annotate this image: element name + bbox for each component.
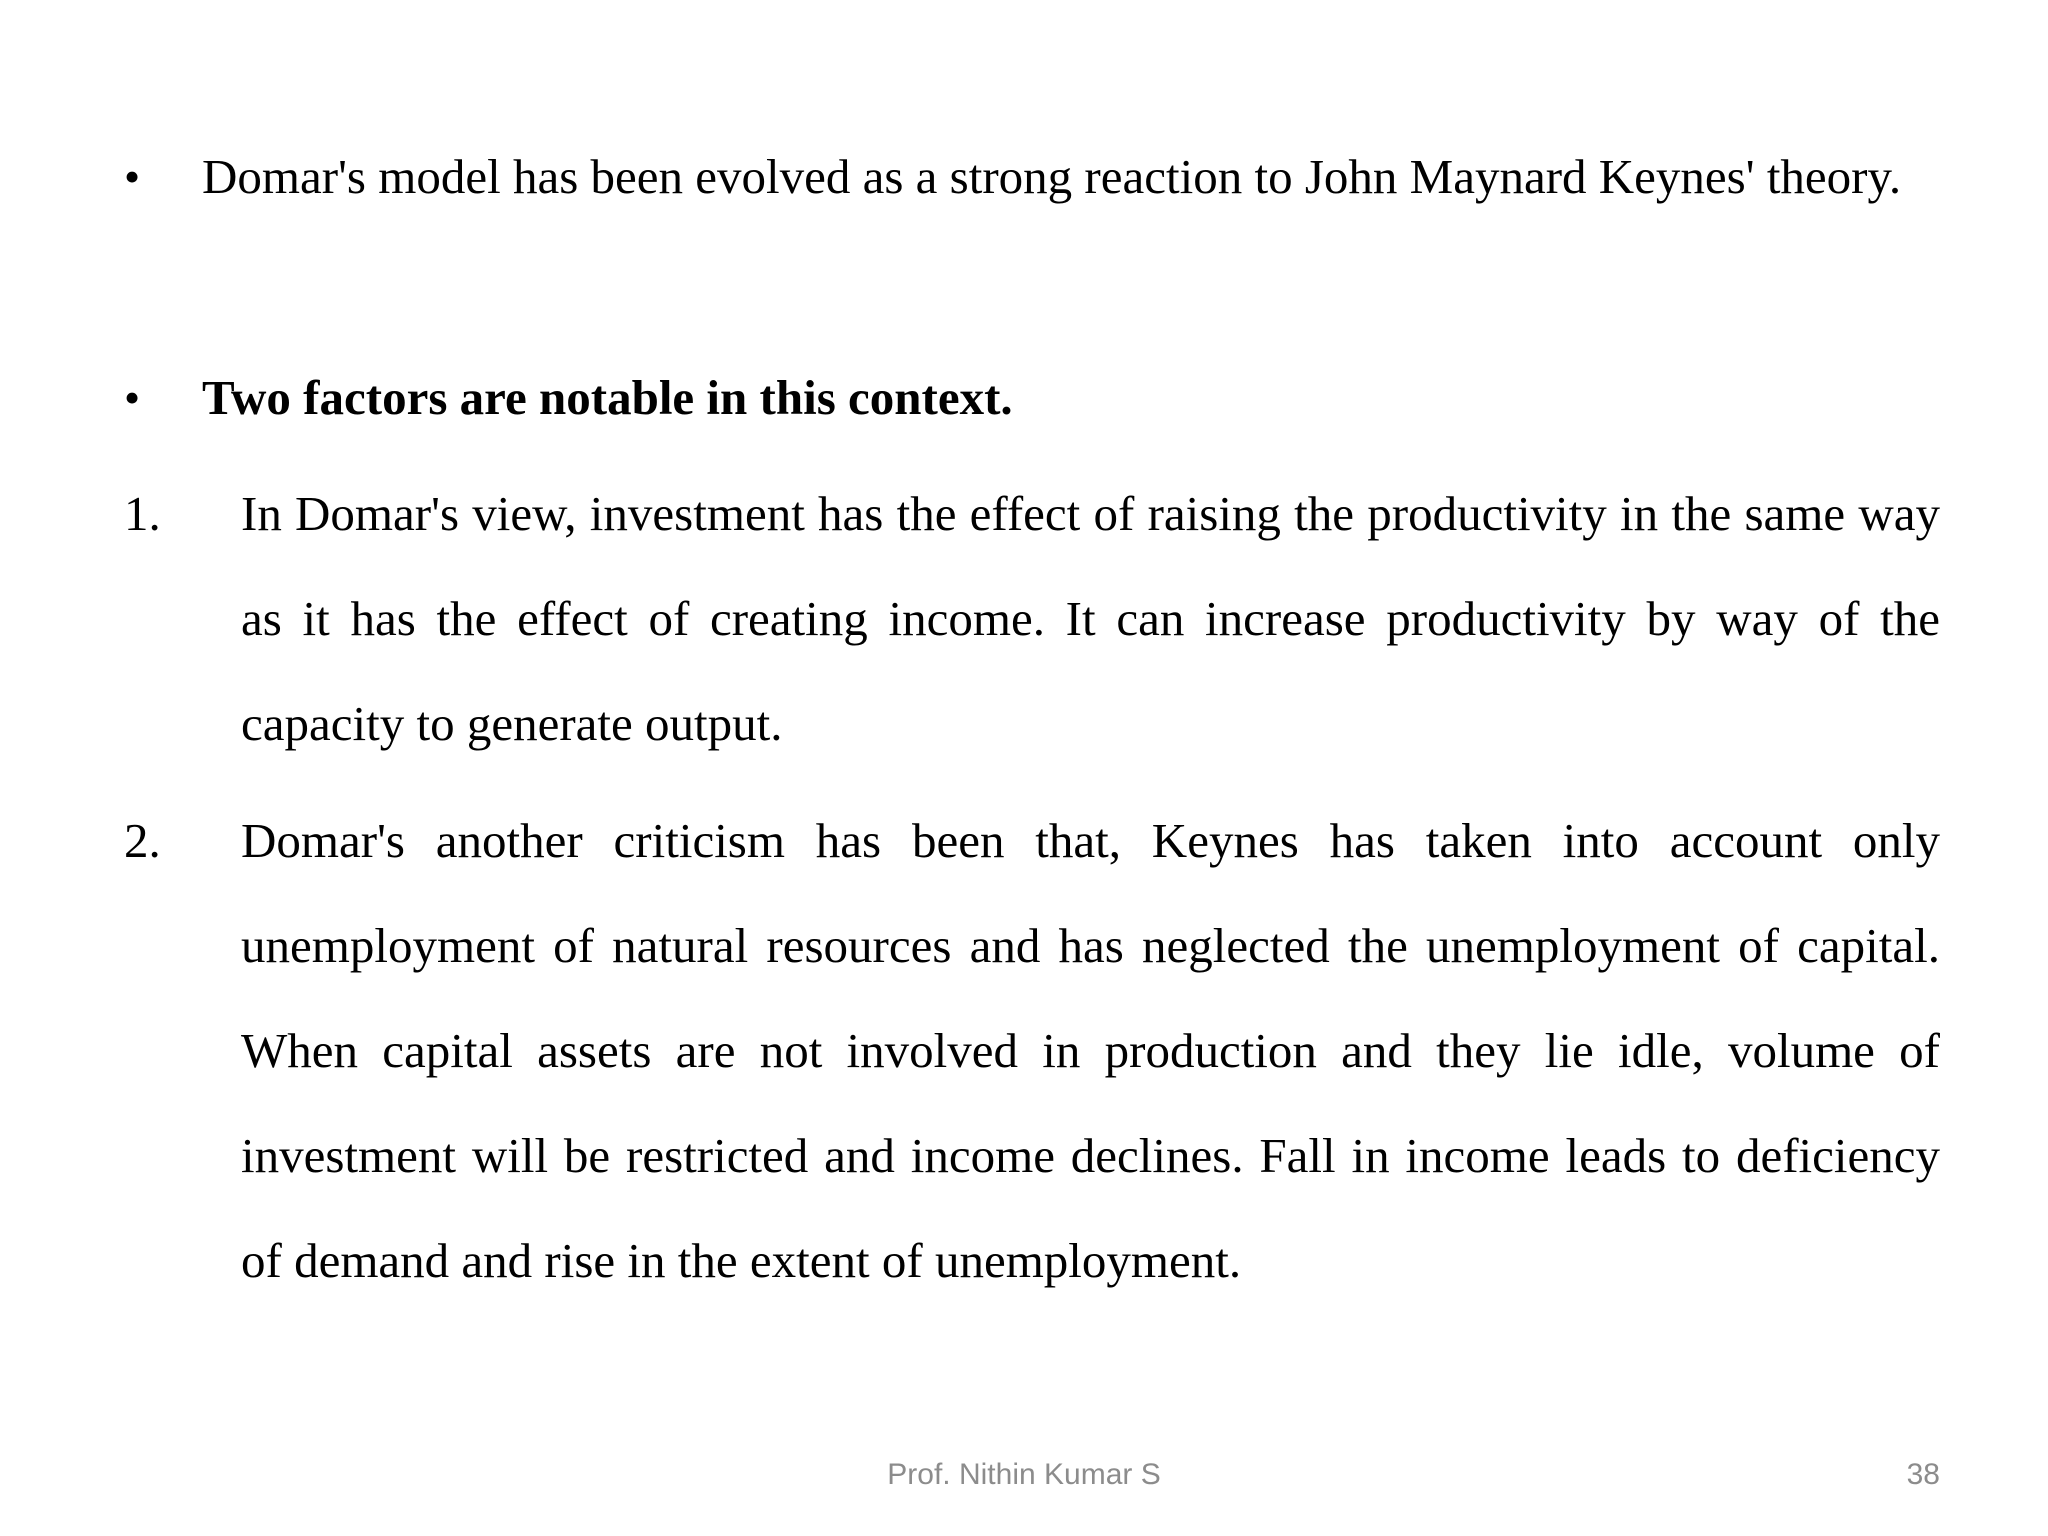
number-marker: 2.	[124, 813, 161, 868]
footer-author: Prof. Nithin Kumar S	[887, 1458, 1161, 1491]
bullet-marker: •	[124, 151, 141, 202]
bullet-text: Domar's model has been evolved as a strong reaction to John Maynard Keynes' theory.	[202, 149, 1902, 204]
bullet-marker: •	[124, 372, 141, 423]
numbered-text: Domar's another criticism has been that, Keynes has taken into account only unemployment of natural resources and has neglected the unemployment of capital. When capital assets are not involved in production and they lie idle, volume of investment will be restricted and income declines. Fall in income leads to deficiency of demand and rise in the extent of unemployment.	[241, 813, 1940, 1288]
numbered-text: In Domar's view, investment has the effect of raising the productivity in the same way as it has the effect of creating income. It can increase productivity by way of the capacity to generate output.	[241, 486, 1940, 751]
number-marker: 1.	[124, 486, 161, 541]
bullet-text-bold: Two factors are notable in this context.	[202, 370, 1013, 425]
page-number: 38	[1906, 1458, 1940, 1491]
